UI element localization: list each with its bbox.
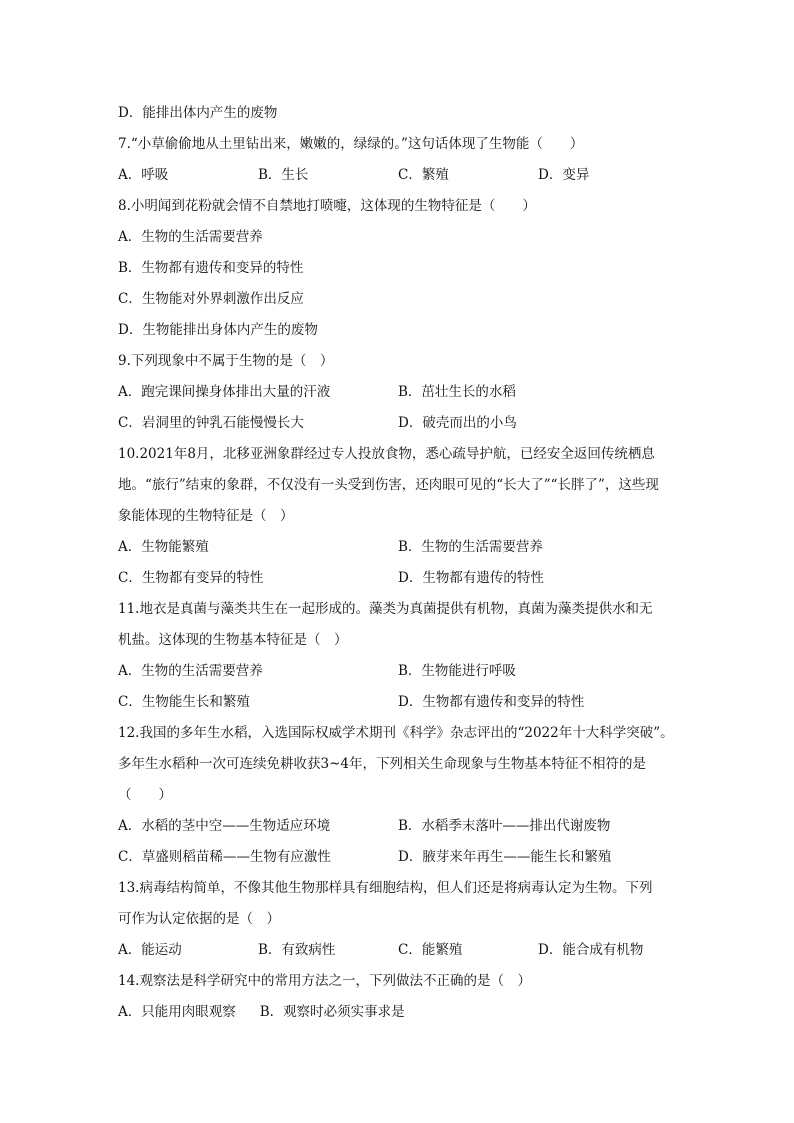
question-line: B．生物都有遗传和变异的特性	[118, 260, 304, 276]
answer-option: C．繁殖	[398, 167, 449, 183]
question-line: 8.小明闻到花粉就会情不自禁地打喷嚏，这体现的生物特征是（ ）	[118, 198, 536, 214]
answer-option: A．呼吸	[118, 167, 169, 183]
answer-option: C．能繁殖	[398, 942, 463, 958]
answer-option: A．只能用肉眼观察	[118, 1004, 236, 1020]
question-line: 多年生水稻种一次可连续免耕收获3~4年，下列相关生命现象与生物基本特征不相符的是	[118, 756, 646, 772]
option-row	[118, 563, 678, 594]
question-line: 10.2021年8月，北移亚洲象群经过专人投放食物，悉心疏导护航，已经安全返回传统栖息	[118, 446, 655, 462]
answer-option: C．生物都有变异的特性	[118, 570, 264, 586]
answer-option: C．草盛则稻苗稀——生物有应激性	[118, 849, 331, 865]
answer-option: A．水稻的茎中空——生物适应环境	[118, 818, 331, 834]
answer-option: A．能运动	[118, 942, 182, 958]
answer-option: D．生物都有遗传和变异的特性	[398, 694, 585, 710]
question-line: 象能体现的生物特征是（ ）	[118, 508, 294, 524]
question-line: A．生物的生活需要营养	[118, 229, 263, 245]
question-line: 7.“小草偷偷地从土里钻出来，嫩嫩的，绿绿的。”这句话体现了生物能（ ）	[118, 136, 584, 152]
answer-option: B．有致病性	[258, 942, 336, 958]
answer-option: B．观察时必须实事求是	[259, 1004, 405, 1020]
answer-option: B．水稻季末落叶——排出代谢废物	[398, 818, 611, 834]
question-line: 13.病毒结构简单，不像其他生物那样具有细胞结构，但人们还是将病毒认定为生物。下列	[118, 880, 653, 896]
answer-option: B．生长	[258, 167, 309, 183]
question-line: 地。“旅行”结束的象群，不仅没有一头受到伤害，还肉眼可见的“长大了”“长胖了”，这些现	[118, 477, 659, 493]
option-row	[118, 532, 678, 563]
option-row	[118, 377, 678, 408]
option-row	[118, 687, 678, 718]
answer-option: C．岩洞里的钟乳石能慢慢长大	[118, 415, 304, 431]
answer-option: D．腋芽来年再生——能生长和繁殖	[398, 849, 612, 865]
question-line: （ ）	[118, 787, 172, 803]
answer-option: A．生物能繁殖	[118, 539, 209, 555]
option-row	[118, 160, 678, 191]
option-row	[118, 811, 678, 842]
option-row	[118, 935, 678, 966]
option-row	[118, 408, 678, 439]
answer-option: D．破壳而出的小鸟	[398, 415, 517, 431]
question-line: 11.地衣是真菌与藻类共生在一起形成的。藻类为真菌提供有机物，真菌为藻类提供水和无	[118, 601, 653, 617]
question-line: C．生物能对外界刺激作出反应	[118, 291, 304, 307]
answer-option: C．生物能生长和繁殖	[118, 694, 250, 710]
answer-option: B．生物能进行呼吸	[398, 663, 516, 679]
answer-option: D．能合成有机物	[538, 942, 644, 958]
question-line: 机盐。这体现的生物基本特征是（ ）	[118, 632, 348, 648]
option-row	[118, 997, 678, 1028]
question-line: 14.观察法是科学研究中的常用方法之一，下列做法不正确的是（ ）	[118, 973, 531, 989]
answer-option: A．跑完课间操身体排出大量的汗液	[118, 384, 331, 400]
answer-option: D．生物都有遗传的特性	[398, 570, 544, 586]
option-row	[118, 656, 678, 687]
question-line: 12.我国的多年生水稻，入选国际权威学术期刊《科学》杂志评出的“2022年十大科学突破”。	[118, 725, 674, 741]
question-line: D．能排出体内产生的废物	[118, 105, 278, 121]
question-content	[118, 98, 678, 1028]
question-line: 可作为认定依据的是（ ）	[118, 911, 280, 927]
question-line: 9.下列现象中不属于生物的是（ ）	[118, 353, 334, 369]
answer-option: B．茁壮生长的水稻	[398, 384, 516, 400]
answer-option: D．变异	[538, 167, 590, 183]
option-row	[118, 842, 678, 873]
answer-option: A．生物的生活需要营养	[118, 663, 263, 679]
question-line: D．生物能排出身体内产生的废物	[118, 322, 318, 338]
answer-option: B．生物的生活需要营养	[398, 539, 543, 555]
